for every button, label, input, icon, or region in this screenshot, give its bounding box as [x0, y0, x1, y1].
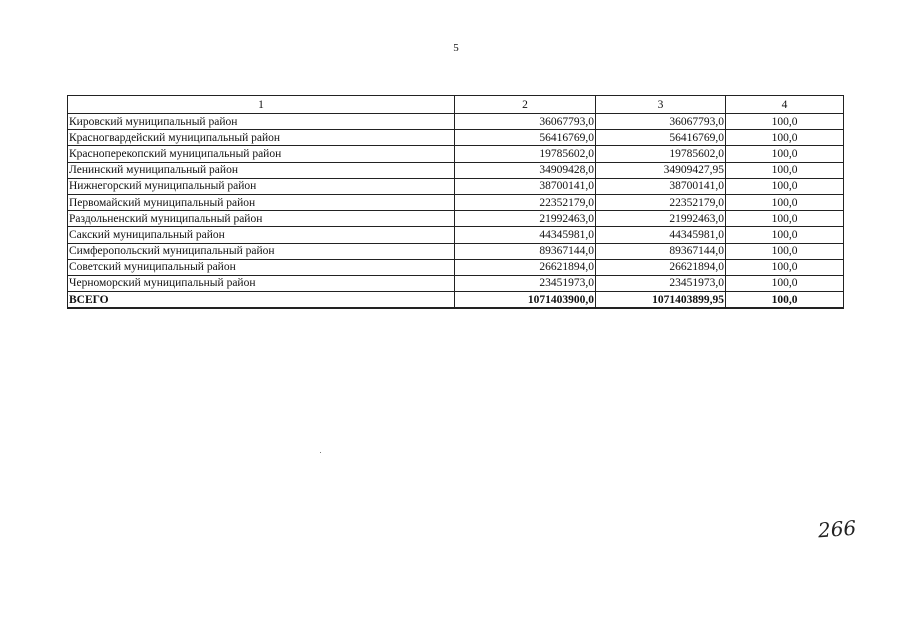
district-name-cell: Сакский муниципальный район [68, 227, 455, 243]
total-label-cell: ВСЕГО [68, 292, 455, 309]
value-col3-cell: 36067793,0 [596, 114, 726, 130]
total-col3-cell: 1071403899,95 [596, 292, 726, 309]
value-col3-cell: 26621894,0 [596, 259, 726, 275]
value-col3-cell: 56416769,0 [596, 130, 726, 146]
table-header-row [68, 96, 844, 114]
table-row [68, 243, 844, 259]
percent-cell: 100,0 [726, 178, 844, 194]
table-row [68, 146, 844, 162]
district-name-cell: Черноморский муниципальный район [68, 275, 455, 291]
page-number: 5 [453, 42, 459, 54]
handwritten-page-mark: 266 [817, 515, 857, 543]
district-name-cell: Нижнегорский муниципальный район [68, 178, 455, 194]
value-col3-cell: 34909427,95 [596, 162, 726, 178]
value-col2-cell: 34909428,0 [455, 162, 596, 178]
value-col2-cell: 22352179,0 [455, 194, 596, 210]
table-row [68, 178, 844, 194]
value-col2-cell: 36067793,0 [455, 114, 596, 130]
value-col2-cell: 89367144,0 [455, 243, 596, 259]
percent-cell: 100,0 [726, 259, 844, 275]
percent-cell: 100,0 [726, 194, 844, 210]
district-name-cell: Раздольненский муниципальный район [68, 211, 455, 227]
table-row [68, 211, 844, 227]
district-name-cell: Кировский муниципальный район [68, 114, 455, 130]
total-percent-cell: 100,0 [726, 292, 844, 309]
table-row [68, 114, 844, 130]
value-col3-cell: 21992463,0 [596, 211, 726, 227]
percent-cell: 100,0 [726, 227, 844, 243]
value-col3-cell: 23451973,0 [596, 275, 726, 291]
column-header-2: 2 [455, 96, 596, 114]
value-col2-cell: 38700141,0 [455, 178, 596, 194]
percent-cell: 100,0 [726, 130, 844, 146]
district-name-cell: Красногвардейский муниципальный район [68, 130, 455, 146]
district-name-cell: Ленинский муниципальный район [68, 162, 455, 178]
percent-cell: 100,0 [726, 275, 844, 291]
table-row [68, 227, 844, 243]
percent-cell: 100,0 [726, 114, 844, 130]
data-table [67, 95, 844, 309]
district-name-cell: Первомайский муниципальный район [68, 194, 455, 210]
table-row [68, 259, 844, 275]
value-col3-cell: 89367144,0 [596, 243, 726, 259]
district-name-cell: Красноперекопский муниципальный район [68, 146, 455, 162]
percent-cell: 100,0 [726, 243, 844, 259]
percent-cell: 100,0 [726, 211, 844, 227]
value-col2-cell: 19785602,0 [455, 146, 596, 162]
percent-cell: 100,0 [726, 146, 844, 162]
value-col2-cell: 26621894,0 [455, 259, 596, 275]
value-col2-cell: 23451973,0 [455, 275, 596, 291]
value-col2-cell: 21992463,0 [455, 211, 596, 227]
table-body [68, 114, 844, 309]
value-col3-cell: 22352179,0 [596, 194, 726, 210]
percent-cell: 100,0 [726, 162, 844, 178]
column-header-1: 1 [68, 96, 455, 114]
value-col3-cell: 44345981,0 [596, 227, 726, 243]
value-col3-cell: 38700141,0 [596, 178, 726, 194]
total-row [68, 292, 844, 309]
column-header-4: 4 [726, 96, 844, 114]
table-row [68, 130, 844, 146]
table-row [68, 275, 844, 291]
total-col2-cell: 1071403900,0 [455, 292, 596, 309]
table-row [68, 162, 844, 178]
table-row [68, 194, 844, 210]
value-col2-cell: 44345981,0 [455, 227, 596, 243]
value-col3-cell: 19785602,0 [596, 146, 726, 162]
scan-speck [320, 452, 321, 453]
district-name-cell: Советский муниципальный район [68, 259, 455, 275]
column-header-3: 3 [596, 96, 726, 114]
district-name-cell: Симферопольский муниципальный район [68, 243, 455, 259]
value-col2-cell: 56416769,0 [455, 130, 596, 146]
